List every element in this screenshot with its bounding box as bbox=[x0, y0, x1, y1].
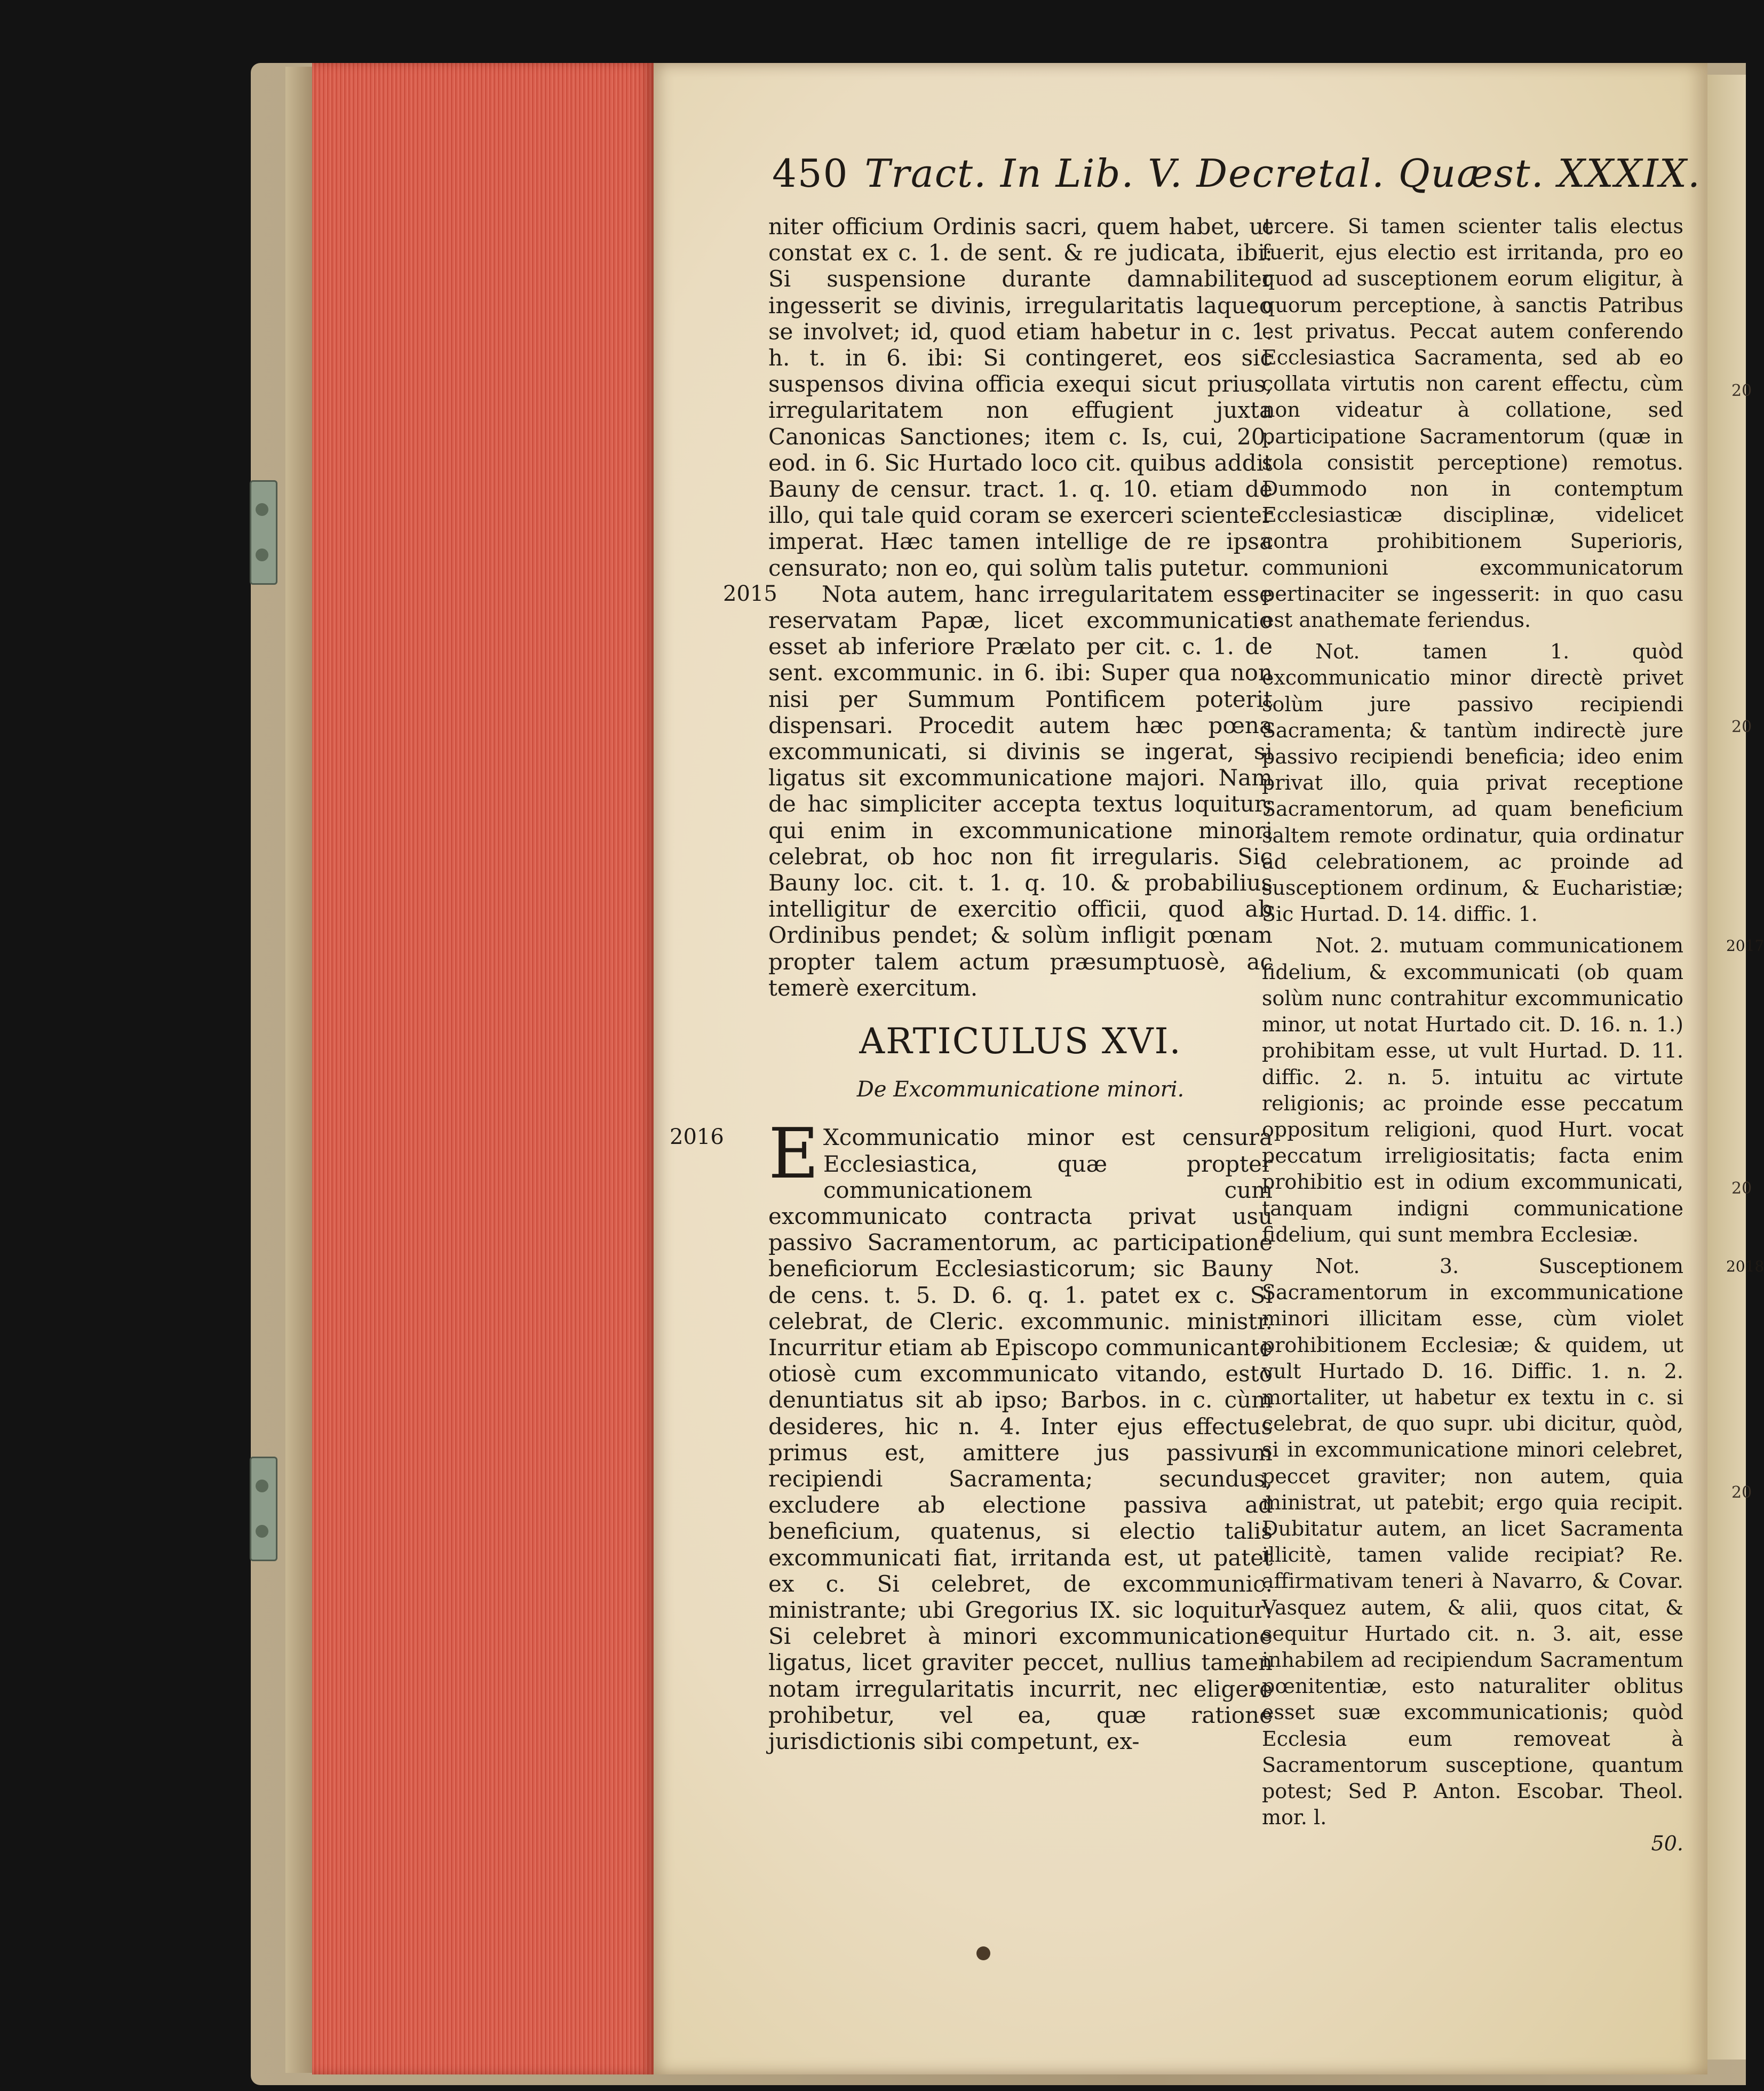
left-paragraph-3-text: Xcommunicatio minor est censura Ecclesiastica, quæ propter communicationem cum excommunicato contracta privat usu passivo Sacramentorum, ac participatione beneficiorum Ecclesiasticorum; sic Bauny de cens. t. 5. D. 6. q. 1. patet ex c. Si celebrat, de Cleric. excommunic. ministr. Incurritur etiam ab Episcopo communicante otiosè cum excommunicato vitando, esto denuntiatus sit ab ipso; Barbos. in c. cùm desideres, hic n. 4. Inter ejus effectus primus est, amittere jus passivum recipiendi Sacramenta; secundus, excludere ab electione passiva ad beneficium, quatenus, si electio talis excommunicati fiat, irritanda est, ut patet ex c. Si celebret, de excommunic. ministrante; ubi Gregorius IX. sic loquitur: Si celebret à minori excommunicatione ligatus, licet graviter peccet, nullius tamen notam irregularitatis incurrit, nec eligere prohibetur, vel ea, quæ ratione jurisdictionis sibi competunt, ex- bbox=[768, 1124, 1273, 1754]
page-number: 450 bbox=[772, 151, 849, 196]
margin-number-2018: 2018 bbox=[1726, 1257, 1764, 1275]
running-head bbox=[772, 151, 1701, 196]
left-paragraph-2-text: Nota autem, hanc irregularitatem esse reservatam Papæ, licet excommunicatio esset ab inferiore Prælato per cit. c. 1. de sent. excommunic. in 6. ibi: Super qua non nisi per Summum Pontificem poterit dispensari. Procedit autem hæc pœna excommunicati, si divinis se ingerat, si ligatus sit excommunicatione majori. Nam de hac simpliciter accepta textus loquitur; qui enim in excommunicatione minori celebrat, ob hoc non fit irregularis. Sic Bauny loc. cit. t. 1. q. 10. & probabilius intelligitur de exercitio officii, quod ab Ordinibus pendet; & solùm infligit pœnam propter talem actum præsumptuosè, ac temerè exercitum. bbox=[768, 581, 1273, 1001]
right-paragraph-3 bbox=[1262, 933, 1764, 1247]
right-paragraph-1: ercere. Si tamen scienter talis electus fuerit, ejus electio est irritanda, pro eo quod ad susceptionem eorum eligitur, à quorum perceptione, à sanctis Patribus est privatus. Peccat autem conferendo Ecclesiastica Sacramenta, sed ab eo collata virtutis non carent effectu, cùm non videatur à collatione, sed participatione Sacramentorum (quæ in sola consistit perceptione) remotus. Dummodo non in contemptum Ecclesiasticæ disciplinæ, videlicet contra prohibitionem Superioris, communioni excommunicatorum pertinaciter se ingesserit: in quo casu est anathemate feriendus. bbox=[1262, 214, 1683, 632]
left-column bbox=[670, 213, 1273, 1754]
clasp-upper bbox=[250, 480, 277, 585]
right-paragraph-3-text: Not. 2. mutuam communicationem fidelium, & excommunicati (ob quam solùm nunc contrahitur excommunicatio minor, ut notat Hurtado cit. D. 16. n. 1.) prohibitam esse, ut vult Hurtad. D. 11. diffic. 2. n. 5. intuitu ac virtute religionis; ac proinde esse peccatum oppositum religioni, quod Hurt. vocat peccatum irreligiositatis; facta enim prohibitio est in odium excommunicati, tanquam indigni communicatione fidelium, qui sunt membra Ecclesiæ. bbox=[1262, 934, 1683, 1246]
catchword: 50. bbox=[1651, 1832, 1683, 1856]
book-page bbox=[654, 63, 1764, 2074]
next-page-margin-number: 20 bbox=[1731, 1483, 1752, 1502]
next-page-margin-number: 20 bbox=[1731, 1179, 1752, 1198]
right-column bbox=[1262, 213, 1764, 1857]
margin-number-2017: 2017 bbox=[1726, 937, 1764, 955]
article-title: ARTICULUS XVI. bbox=[859, 1021, 1182, 1062]
margin-number-2015: 2015 bbox=[723, 581, 777, 606]
left-paragraph-2 bbox=[723, 581, 1273, 1001]
next-page-edge bbox=[1707, 75, 1746, 2060]
right-paragraph-4-text: Not. 3. Susceptionem Sacramentorum in excommunicatione minori illicitam esse, cùm violet prohibitionem Ecclesiæ; & quidem, ut vult Hurtado D. 16. Diffic. 1. n. 2. mortaliter, ut habetur ex textu in c. si celebrat, de quo supr. ubi dicitur, quòd, si in excommunicatione minori celebret, peccet graviter; non autem, quia ministrat, ut patebit; ergo quia recipit. Dubitatur autem, an licet Sacramenta illicitè, tamen valide recipiat? Re. affirmativam teneri à Navarro, & Covar. Vasquez autem, & alii, quos citat, & sequitur Hurtado cit. n. 3. ait, esse inhabilem ad recipiendum Sacramentum pœnitentiæ, esto naturaliter oblitus esset suæ excommunicationis; quòd Ecclesia eum removeat à Sacramentorum susceptione, quantum potest; Sed P. Anton. Escobar. Theol. mor. l. bbox=[1262, 1254, 1683, 1830]
running-head-title: Tract. In Lib. V. Decretal. Quæst. XXXIX. bbox=[864, 151, 1701, 196]
drop-capital: E bbox=[768, 1113, 819, 1195]
margin-number-2016: 2016 bbox=[670, 1125, 724, 1150]
left-paragraph-1: niter officium Ordinis sacri, quem habet, ut constat ex c. 1. de sent. & re judicata, ibi: Si suspensione durante damnabiliter ingesserit se divinis, irregularitatis laqueo se involvet; id, quod etiam habetur in c. 1. h. t. in 6. ibi: Si contingeret, eos sic suspensos divina officia exequi sicut prius, irregularitatem non effugient juxta Canonicas Sanctiones; item c. Is, cui, 20. eod. in 6. Sic Hurtado loco cit. quibus addit Bauny de censur. tract. 1. q. 10. etiam de illo, qui tale quid coram se exerceri scienter imperat. Hæc tamen intellige de re ipsa censurato; non eo, qui solùm talis putetur. bbox=[768, 213, 1273, 581]
cover-inner-strip bbox=[285, 67, 312, 2073]
page-ornament-dot bbox=[976, 1946, 990, 1960]
right-paragraph-4 bbox=[1262, 1253, 1764, 1831]
left-paragraph-3 bbox=[670, 1113, 1273, 1754]
next-page-margin-number: 20 bbox=[1731, 381, 1752, 400]
red-page-edges bbox=[312, 63, 654, 2074]
right-paragraph-2: Not. tamen 1. quòd excommunicatio minor directè privet solùm jure passivo recipiendi Sacramenta; & tantùm indirectè jure passivo recipiendi beneficia; ideo enim privat illo, quia privat receptione Sacramentorum, ad quam beneficium saltem remote ordinatur, quia ordinatur ad celebrationem, ac proinde ad susceptionem ordinum, & Eucharistiæ; Sic Hurtad. D. 14. diffic. 1. bbox=[1262, 640, 1683, 926]
clasp-lower bbox=[250, 1457, 277, 1561]
article-subtitle: De Excommunicatione minori. bbox=[856, 1077, 1185, 1102]
next-page-margin-number: 20 bbox=[1731, 718, 1752, 736]
